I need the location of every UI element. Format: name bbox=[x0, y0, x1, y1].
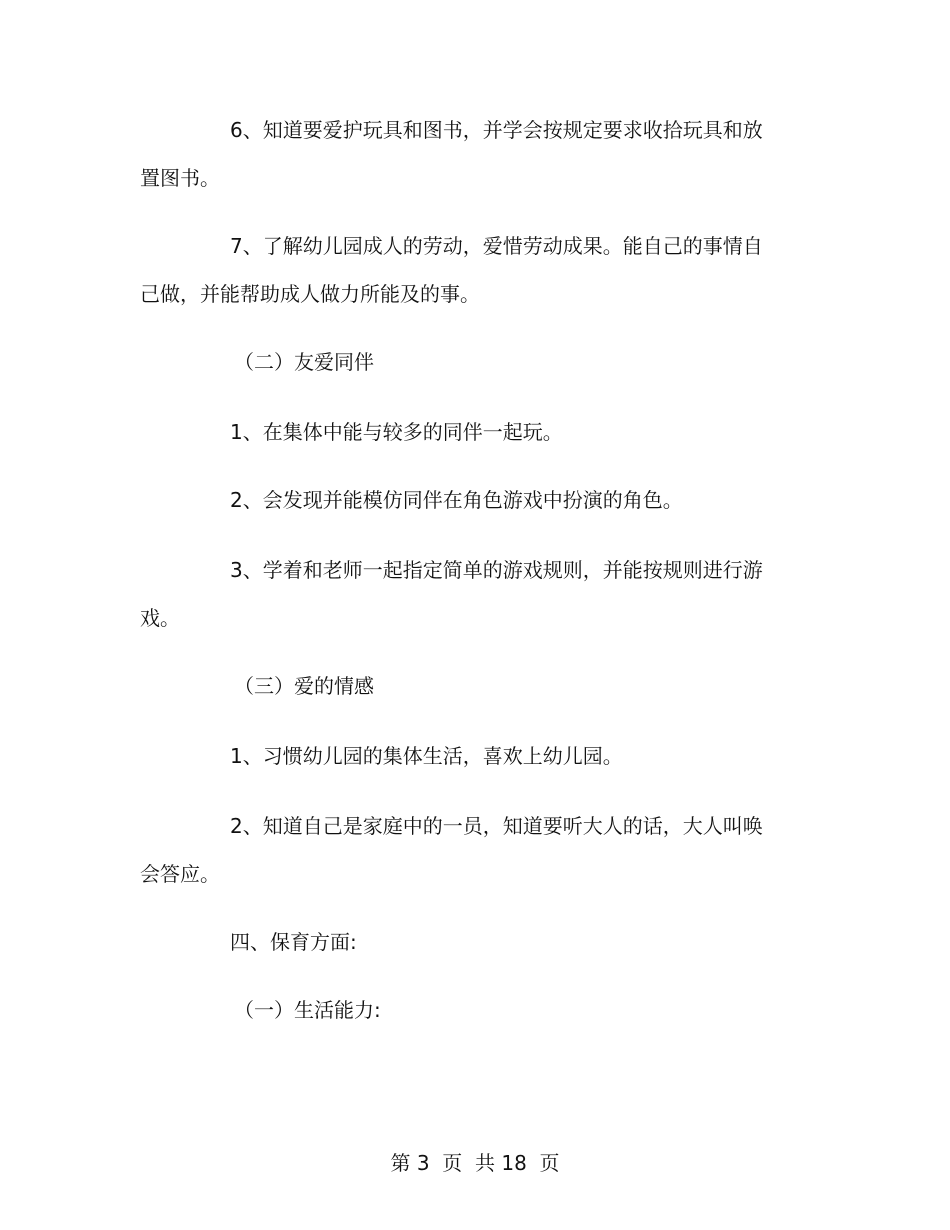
section-heading-love-emotion: （三）爱的情感 bbox=[234, 674, 374, 698]
paragraph-item-6: 6、知道要爱护玩具和图书，并学会按规定要求收拾玩具和放置图书。 bbox=[140, 118, 763, 190]
paragraph-emotion-item-2: 2、知道自己是家庭中的一员，知道要听大人的话，大人叫唤会答应。 bbox=[140, 814, 763, 886]
footer-current-page: 3 bbox=[416, 1151, 430, 1175]
paragraph-emotion-item-1: 1、习惯幼儿园的集体生活，喜欢上幼儿园。 bbox=[230, 744, 623, 768]
footer-total-pages: 18 bbox=[501, 1151, 527, 1175]
footer-suffix: 页 bbox=[539, 1151, 560, 1175]
paragraph-peer-item-1: 1、在集体中能与较多的同伴一起玩。 bbox=[230, 420, 563, 444]
page-footer bbox=[0, 1146, 950, 1180]
footer-mid: 页 共 bbox=[442, 1151, 495, 1175]
section-heading-life-skills: （一）生活能力: bbox=[234, 998, 381, 1022]
footer-prefix: 第 bbox=[390, 1151, 411, 1175]
paragraph-peer-item-3: 3、学着和老师一起指定简单的游戏规则，并能按规则进行游戏。 bbox=[140, 558, 763, 630]
section-heading-childcare: 四、保育方面: bbox=[230, 930, 357, 954]
paragraph-peer-item-2: 2、会发现并能模仿同伴在角色游戏中扮演的角色。 bbox=[230, 488, 683, 512]
section-heading-friendly-peers: （二）友爱同伴 bbox=[234, 350, 374, 374]
paragraph-item-7: 7、了解幼儿园成人的劳动，爱惜劳动成果。能自己的事情自己做，并能帮助成人做力所能及的事。 bbox=[140, 234, 763, 306]
